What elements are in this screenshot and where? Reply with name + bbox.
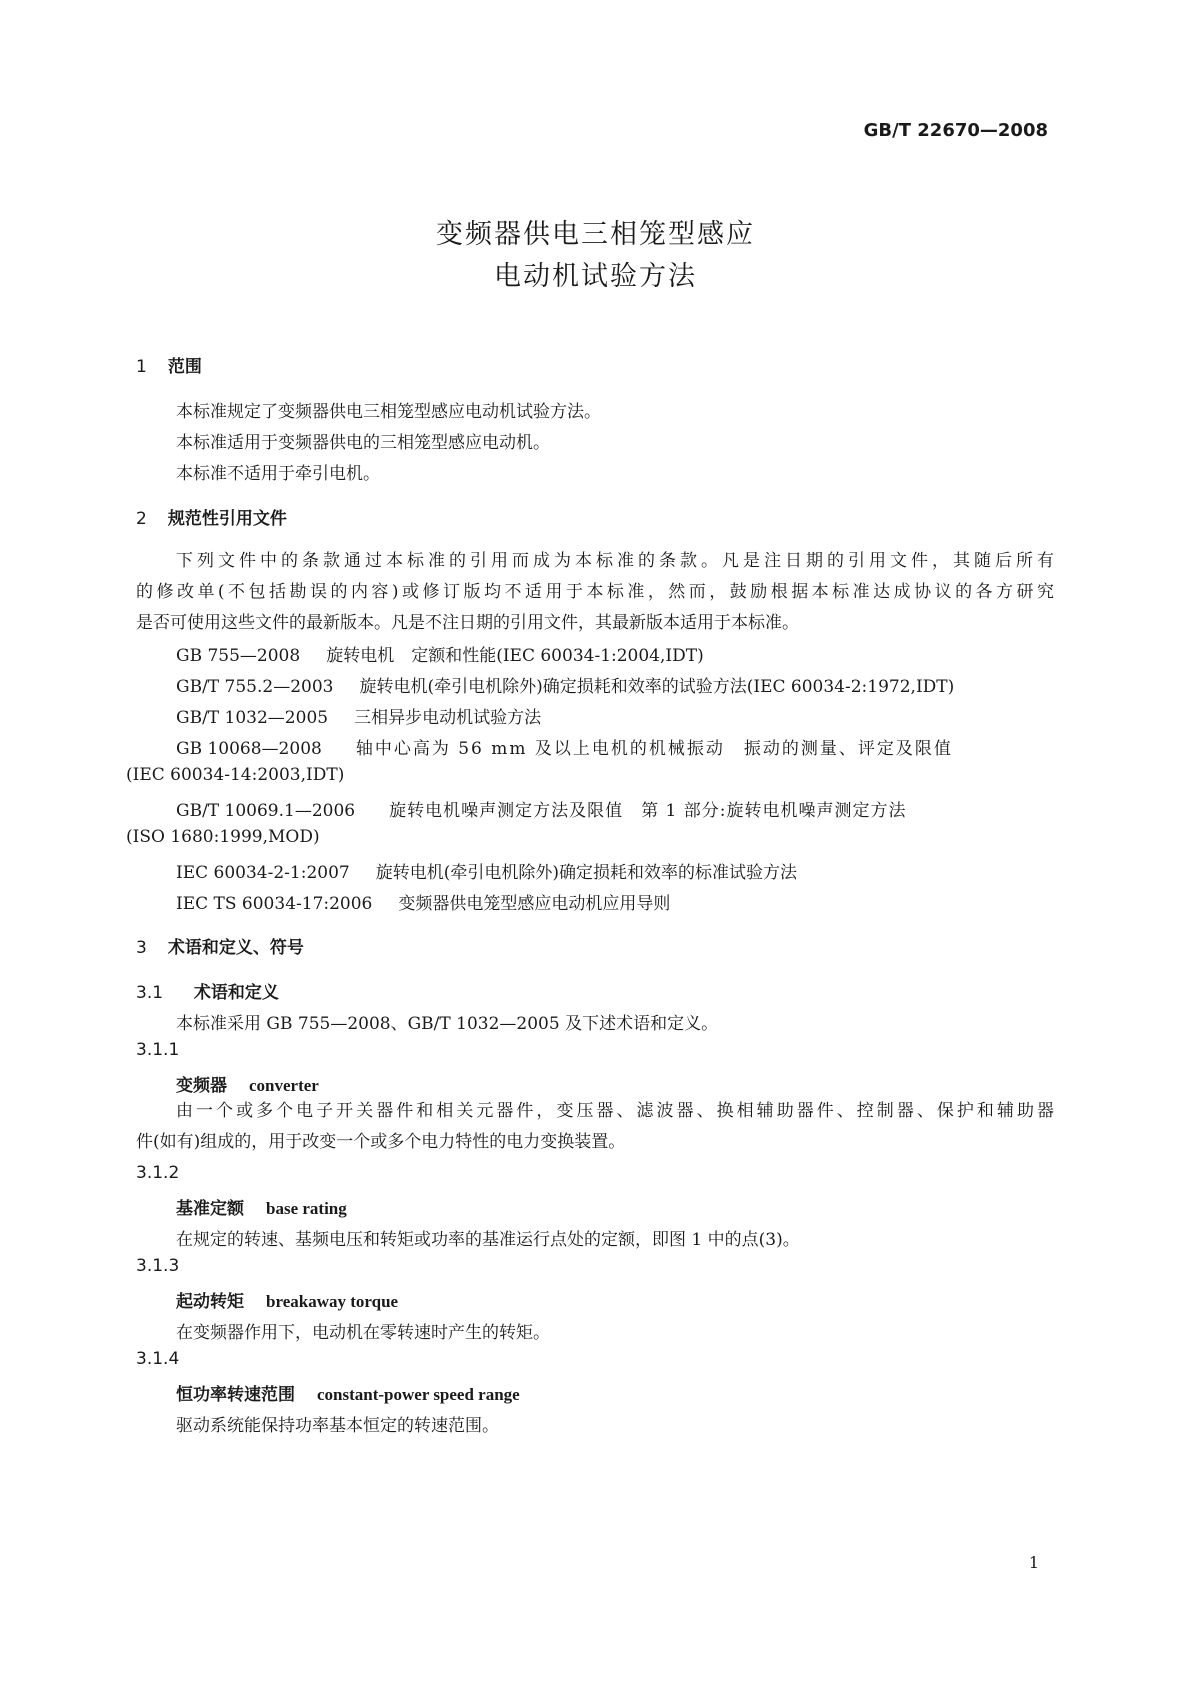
term-english: constant-power speed range <box>317 1385 520 1404</box>
reference-text: 三相异步电动机试验方法 <box>354 708 542 728</box>
document-title-line-1: 变频器供电三相笼型感应 <box>436 219 755 250</box>
definition-line: 由一个或多个电子开关器件和相关元器件，变压器、滤波器、换相辅助器件、控制器、保护和辅助器 <box>176 1101 1054 1121</box>
subsection-number: 3.1 <box>136 983 164 1003</box>
section-number: 2 <box>136 509 147 529</box>
paragraph: 本标准适用于变频器供电的三相笼型感应电动机。 <box>176 433 550 453</box>
reference-text: 旋转电机(牵引电机除外)确定损耗和效率的试验方法(IEC 60034-2:1972,IDT) <box>359 677 955 697</box>
term-definition: 驱动系统能保持功率基本恒定的转速范围。 <box>176 1416 499 1436</box>
paragraph: 本标准不适用于牵引电机。 <box>176 464 380 484</box>
intro-paragraph <box>136 546 1054 639</box>
reference-continuation: (ISO 1680:1999,MOD) <box>126 827 320 847</box>
paragraph-line: 下列文件中的条款通过本标准的引用而成为本标准的条款。凡是注日期的引用文件，其随后所有 <box>176 551 1054 571</box>
reference-code: GB 10068—2008 <box>176 739 322 759</box>
standard-code: GB/T 22670—2008 <box>863 120 1048 141</box>
paragraph-line: 的修改单(不包括勘误的内容)或修订版均不适用于本标准，然而，鼓励根据本标准达成协议的各方研究 <box>136 582 1054 602</box>
term-heading <box>176 1287 398 1312</box>
term-english: base rating <box>266 1199 347 1218</box>
term-number: 3.1.1 <box>136 1040 180 1060</box>
term-english: breakaway torque <box>266 1292 399 1311</box>
term-definition <box>136 1096 1054 1158</box>
reference-code: IEC TS 60034-17:2006 <box>176 894 373 914</box>
section-3-heading <box>136 933 304 958</box>
term-heading <box>176 1194 347 1219</box>
reference-item <box>176 858 797 883</box>
reference-code: GB/T 755.2—2003 <box>176 677 334 697</box>
term-chinese: 基准定额 <box>176 1199 244 1219</box>
reference-text: 变频器供电笼型感应电动机应用导则 <box>398 894 671 914</box>
term-definition: 在规定的转速、基频电压和转矩或功率的基准运行点处的定额，即图 1 中的点(3)。 <box>176 1230 800 1250</box>
reference-text: 旋转电机噪声测定方法及限值 第 1 部分:旋转电机噪声测定方法 <box>389 801 907 821</box>
term-english: converter <box>249 1076 319 1095</box>
term-number: 3.1.4 <box>136 1349 180 1369</box>
paragraph: 本标准采用 GB 755—2008、GB/T 1032—2005 及下述术语和定义。 <box>176 1014 719 1034</box>
term-definition: 在变频器作用下，电动机在零转速时产生的转矩。 <box>176 1323 550 1343</box>
reference-item <box>176 703 541 728</box>
paragraph: 本标准规定了变频器供电三相笼型感应电动机试验方法。 <box>176 402 601 422</box>
reference-code: GB/T 10069.1—2006 <box>176 801 356 821</box>
section-title: 术语和定义、符号 <box>167 938 304 958</box>
section-title: 规范性引用文件 <box>167 509 287 529</box>
reference-item <box>176 672 954 697</box>
reference-continuation: (IEC 60034-14:2003,IDT) <box>126 765 345 785</box>
reference-text: 轴中心高为 56 mm 及以上电机的机械振动 振动的测量、评定及限值 <box>355 739 953 759</box>
reference-item <box>176 889 670 914</box>
reference-text: 旋转电机(牵引电机除外)确定损耗和效率的标准试验方法 <box>375 863 797 883</box>
subsection-3-1-heading <box>136 978 279 1003</box>
definition-line: 件(如有)组成的，用于改变一个或多个电力特性的电力变换装置。 <box>136 1132 626 1152</box>
section-1-heading <box>136 352 202 377</box>
reference-item <box>176 796 1054 821</box>
section-number: 3 <box>136 938 147 958</box>
paragraph-line: 是否可使用这些文件的最新版本。凡是不注日期的引用文件，其最新版本适用于本标准。 <box>136 613 799 633</box>
reference-item <box>176 734 1054 759</box>
term-chinese: 变频器 <box>176 1076 227 1096</box>
subsection-title: 术语和定义 <box>193 983 279 1003</box>
term-chinese: 起动转矩 <box>176 1292 244 1312</box>
term-heading <box>176 1380 520 1405</box>
reference-code: GB/T 1032—2005 <box>176 708 329 728</box>
term-heading <box>176 1071 319 1096</box>
reference-code: GB 755—2008 <box>176 646 301 666</box>
page-number: 1 <box>1028 1553 1039 1572</box>
section-2-heading <box>136 504 287 529</box>
reference-code: IEC 60034-2-1:2007 <box>176 863 350 883</box>
term-chinese: 恒功率转速范围 <box>176 1385 295 1405</box>
reference-text: 旋转电机 定额和性能(IEC 60034-1:2004,IDT) <box>326 646 704 666</box>
term-number: 3.1.3 <box>136 1256 180 1276</box>
term-number: 3.1.2 <box>136 1163 180 1183</box>
section-title: 范围 <box>167 357 202 377</box>
document-title-line-2: 电动机试验方法 <box>494 261 697 292</box>
reference-item <box>176 641 704 666</box>
section-number: 1 <box>136 357 147 377</box>
